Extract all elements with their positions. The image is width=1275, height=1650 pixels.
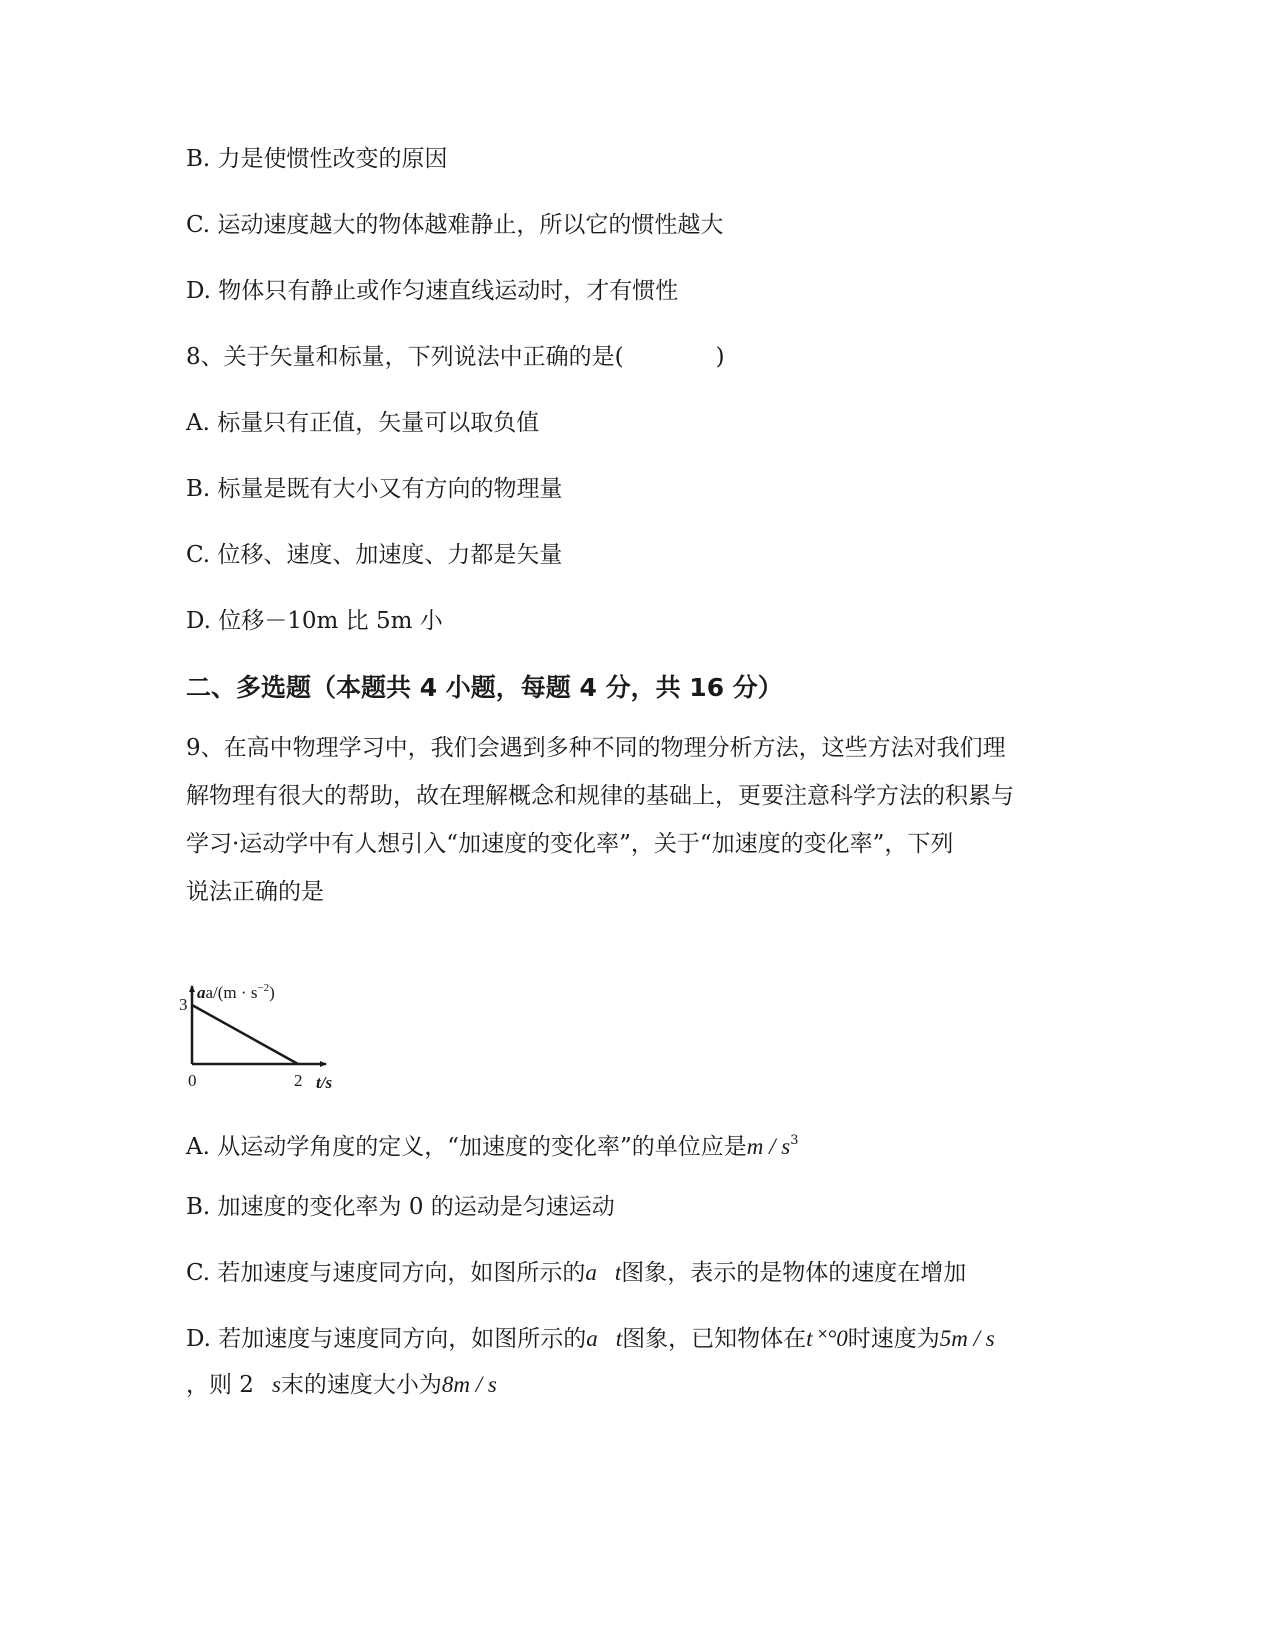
data-line xyxy=(192,1005,298,1064)
t-equals-0: t ˟°0 xyxy=(806,1326,848,1351)
var-t: t xyxy=(615,1326,623,1351)
q9-stem xyxy=(186,724,1086,916)
final-velocity: 8m / s xyxy=(441,1372,497,1397)
q9-option-b: B. 加速度的变化率为 0 的运动是匀速运动 xyxy=(186,1194,615,1220)
var-a: a xyxy=(586,1326,598,1351)
unit-s: s xyxy=(271,1372,281,1397)
q9-option-c-text-1: C. 若加速度与速度同方向，如图所示的 xyxy=(186,1260,586,1286)
q7-option-d: D. 物体只有静止或作匀速直线运动时，才有惯性 xyxy=(186,278,679,304)
q9-option-d-text-2: 图象，已知物体在 xyxy=(622,1326,807,1352)
q9-option-d-text-3: 时速度为 xyxy=(847,1326,940,1352)
unit-m-per-s3: m / s xyxy=(746,1134,791,1159)
var-a: a xyxy=(585,1260,597,1285)
var-t: t xyxy=(614,1260,622,1285)
q9-stem-line-4: 说法正确的是 xyxy=(186,879,324,905)
y-tick-label: 3 xyxy=(179,995,188,1014)
unit-exponent: 3 xyxy=(790,1133,799,1148)
q9-stem-line-3: 学习·运动学中有人想引入“加速度的变化率”，关于“加速度的变化率”，下列 xyxy=(186,831,954,857)
q8-option-a: A. 标量只有正值，矢量可以取负值 xyxy=(186,410,540,436)
q9-option-a-text: A. 从运动学角度的定义，“加速度的变化率”的单位应是 xyxy=(186,1134,747,1160)
q8-option-b: B. 标量是既有大小又有方向的物理量 xyxy=(186,476,563,502)
origin-label: 0 xyxy=(188,1071,197,1090)
q8-stem: 8、关于矢量和标量，下列说法中正确的是( ) xyxy=(186,344,725,370)
q7-option-b: B. 力是使惯性改变的原因 xyxy=(186,146,448,172)
q9-stem-line-1: 9、在高中物理学习中，我们会遇到多种不同的物理分析方法，这些方法对我们理 xyxy=(186,735,1006,761)
section2-heading: 二、多选题（本题共 4 小题，每题 4 分，共 16 分） xyxy=(186,673,783,702)
q9-option-d-text-1: D. 若加速度与速度同方向，如图所示的 xyxy=(186,1326,587,1352)
q9-stem-line-2: 解物理有很大的帮助，故在理解概念和规律的基础上，更要注意科学方法的积累与 xyxy=(186,783,1014,809)
q9-option-c xyxy=(186,1258,966,1288)
q9-option-c-text-2: 图象，表示的是物体的速度在增加 xyxy=(621,1260,967,1286)
q9-option-d-line-1 xyxy=(186,1324,995,1354)
initial-velocity: 5m / s xyxy=(939,1326,995,1351)
acceleration-time-graph xyxy=(178,978,358,1093)
q9-option-d-text-4: ，则 2 xyxy=(186,1372,254,1398)
q9-option-d-line-2 xyxy=(186,1370,497,1400)
x-axis-label: t/s xyxy=(316,1073,333,1092)
x-tick-label: 2 xyxy=(294,1071,303,1090)
y-axis-label: $aa/(m \cdot s^{-2})$ xyxy=(197,982,275,1002)
q8-option-c: C. 位移、速度、加速度、力都是矢量 xyxy=(186,542,563,568)
q7-option-c: C. 运动速度越大的物体越难静止，所以它的惯性越大 xyxy=(186,212,724,238)
q8-option-d: D. 位移－10m 比 5m 小 xyxy=(186,608,443,634)
q9-option-d-text-5: 末的速度大小为 xyxy=(280,1372,442,1398)
q9-option-a xyxy=(186,1126,798,1162)
